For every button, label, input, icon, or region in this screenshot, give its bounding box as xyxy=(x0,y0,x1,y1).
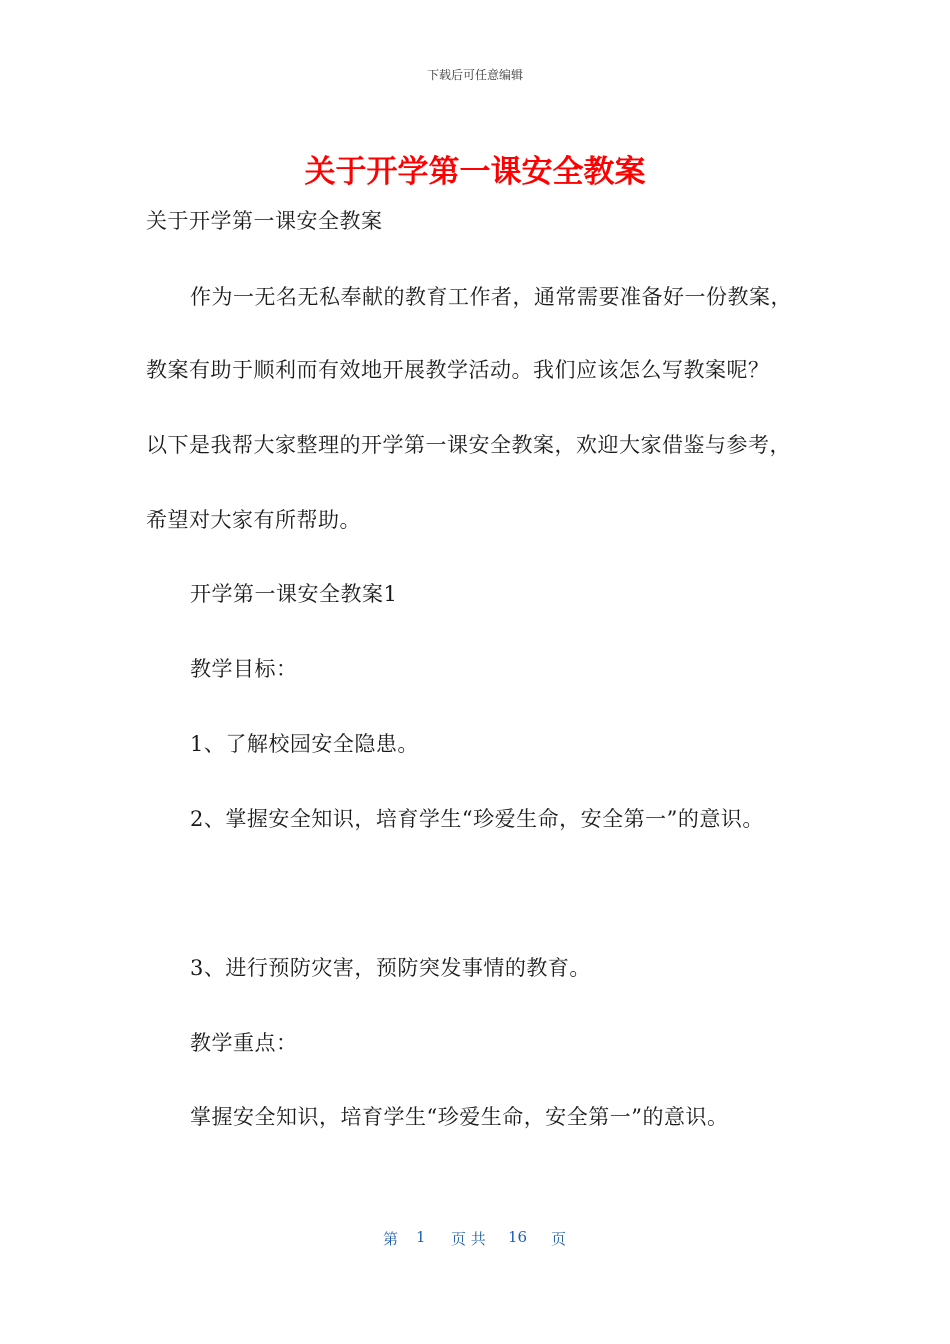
goal-item-3: 3、进行预防灾害，预防突发事情的教育。 xyxy=(190,956,591,980)
body-line-intro-1: 作为一无名无私奉献的教育工作者，通常需要准备好一份教案， xyxy=(190,285,792,309)
footer-suffix: 页 xyxy=(551,1230,567,1248)
body-line-intro-3: 以下是我帮大家整理的开学第一课安全教案，欢迎大家借鉴与参考， xyxy=(146,433,791,457)
body-line-intro-2: 教案有助于顺利而有效地开展教学活动。我们应该怎么写教案呢？ xyxy=(146,358,770,382)
section-heading: 开学第一课安全教案1 xyxy=(190,582,398,606)
goal-item-2: 2、掌握安全知识，培育学生“珍爱生命，安全第一”的意识。 xyxy=(190,807,764,831)
header-note: 下载后可任意编辑 xyxy=(426,68,523,82)
footer-prefix: 第 xyxy=(383,1230,399,1248)
body-line-subtitle: 关于开学第一课安全教案 xyxy=(146,209,383,233)
document-title: 关于开学第一课安全教案 xyxy=(304,154,646,190)
goals-heading: 教学目标： xyxy=(190,657,298,681)
focus-text: 掌握安全知识，培育学生“珍爱生命，安全第一”的意识。 xyxy=(190,1105,729,1129)
footer-page-number: 1 xyxy=(416,1228,426,1246)
body-line-intro-4: 希望对大家有所帮助。 xyxy=(146,508,361,532)
footer-total-pages: 16 xyxy=(508,1228,528,1246)
footer-mid: 页 共 xyxy=(451,1230,486,1248)
goal-item-1: 1、了解校园安全隐患。 xyxy=(190,732,419,756)
focus-heading: 教学重点： xyxy=(190,1031,298,1055)
